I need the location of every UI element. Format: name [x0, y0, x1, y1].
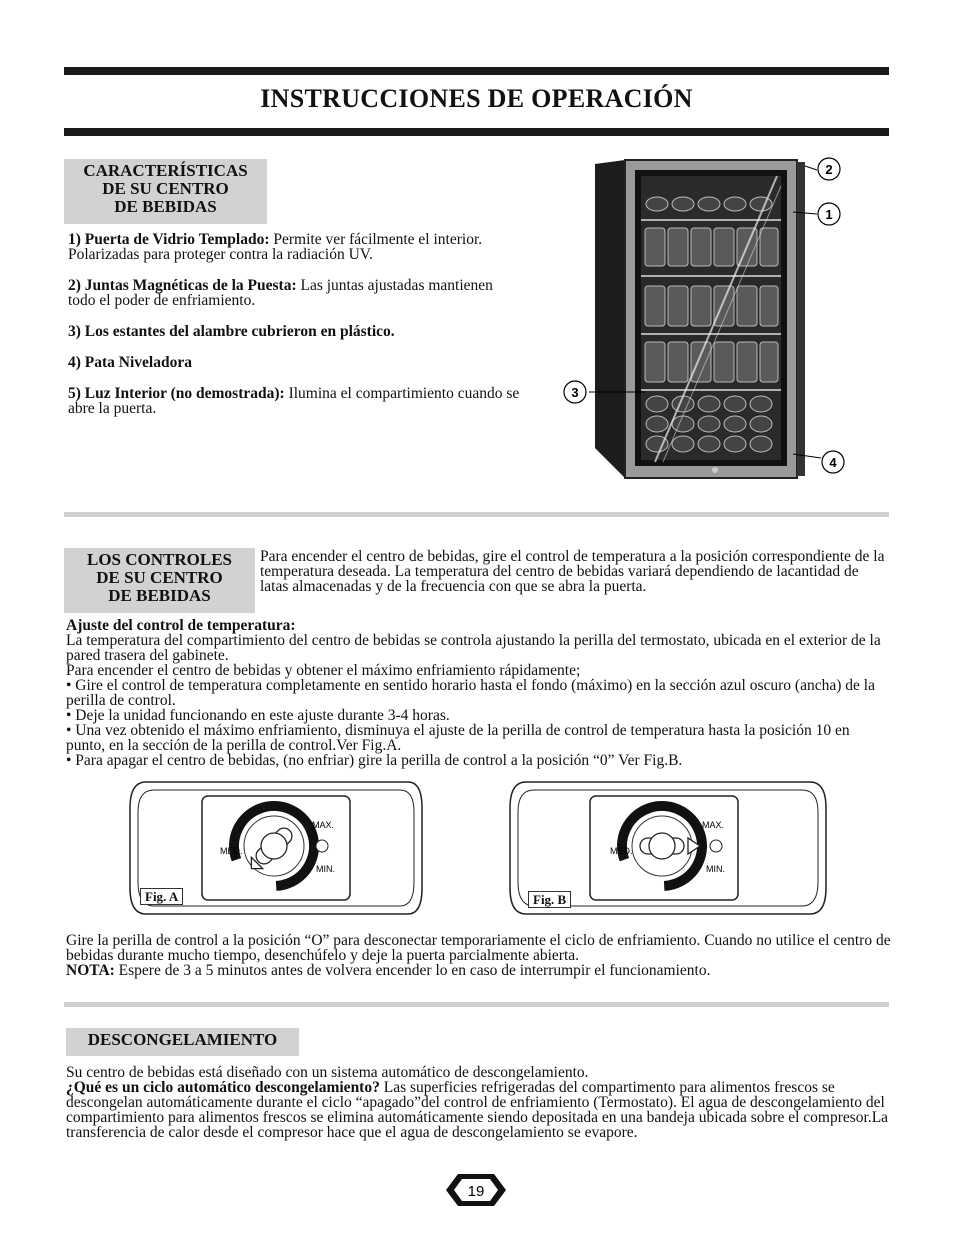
feature-item: 3) Los estantes del alambre cubrieron en plástico.	[68, 323, 395, 340]
fig-b-label: Fig. B	[528, 891, 571, 908]
features-list	[68, 231, 520, 432]
controls-heading	[64, 548, 255, 613]
controls-intro: Para encender el centro de bebidas, gire el control de temperatura a la posición correspondiente de la temperatura deseada. La temperatura del centro de bebidas variará dependiendo de lacantidad de latas almacenadas y de la frecuencia con que se abra la puerta.	[260, 548, 885, 595]
controls-after-text	[66, 933, 896, 978]
fig-b-min-label: MIN.	[706, 864, 725, 874]
section-divider	[64, 1002, 889, 1007]
callout-3: 3	[571, 385, 579, 400]
callout-2: 2	[825, 162, 833, 177]
features-heading-line: CARACTERÍSTICAS	[83, 161, 248, 180]
fig-a-min-label: MIN.	[316, 864, 335, 874]
controls-heading-line: DE SU CENTRO	[96, 568, 223, 587]
callout-4: 4	[829, 455, 837, 470]
fig-a-max-label: MAX.	[312, 820, 335, 830]
feature-item: 1) Puerta de Vidrio Templado: Permite ver fácilmente el interior. Polarizadas para proteger contra la radiación UV.	[68, 231, 483, 263]
callout-1: 1	[825, 207, 833, 222]
defrost-question: ¿Qué es un ciclo automático descongelamiento? Las superficies refrigeradas del compartimento para alimentos frescos se descongelan automáticamente durante el ciclo “apagado”del control de enfriamiento (Termostato). El agua de descongelamiento del compartimiento para alimentos frescos se elimina automáticamente siendo depositada en una bandeja ubicada sobre el compresor.La transferencia de calor desde el compresor hace que el agua de descongelamiento se evapore.	[66, 1079, 889, 1141]
features-heading-line: DE BEBIDAS	[114, 197, 217, 216]
defrost-line: Su centro de bebidas está diseñado con un sistema automático de descongelamiento.	[66, 1064, 589, 1081]
section-divider	[64, 512, 889, 517]
fig-a-label: Fig. A	[140, 888, 183, 905]
top-rule	[64, 67, 889, 75]
controls-heading-line: DE BEBIDAS	[108, 586, 211, 605]
features-heading	[64, 159, 267, 224]
controls-line: Para encender el centro de bebidas y obtener el máximo enfriamiento rápidamente;	[66, 662, 581, 679]
note-line: NOTA: Espere de 3 a 5 minutos antes de volvera encender lo en caso de interrumpir el funcionamiento.	[66, 962, 711, 979]
page-number: 19	[467, 1183, 485, 1200]
controls-subheading: Ajuste del control de temperatura:	[66, 617, 296, 634]
controls-heading-line: LOS CONTROLES	[86, 550, 232, 569]
fig-a-med-label: MED.	[220, 846, 243, 856]
feature-item: 2) Juntas Magnéticas de la Puesta: Las juntas ajustadas mantienen todo el poder de enfriamiento.	[68, 277, 493, 309]
controls-line: • Gire el control de temperatura completamente en sentido horario hasta el fondo (máximo) en la sección azul oscuro (ancha) de la perilla de control.	[66, 677, 875, 709]
features-heading-line: DE SU CENTRO	[102, 179, 229, 198]
page-number-badge	[444, 1172, 508, 1208]
fig-b-med-label: MED.	[610, 846, 633, 856]
defrost-heading: DESCONGELAMIENTO	[66, 1028, 299, 1056]
title-underline	[64, 128, 889, 136]
controls-body	[66, 618, 890, 768]
controls-line: • Deje la unidad funcionando en este ajuste durante 3-4 horas.	[66, 707, 450, 724]
feature-item: 5) Luz Interior (no demostrada): Ilumina el compartimiento cuando se abre la puerta.	[68, 385, 520, 417]
after-text-paragraph: Gire la perilla de control a la posición “O” para desconectar temporariamente el ciclo de enfriamiento. Cuando no utilice el centro de bebidas durante mucho tiempo, desenchúfelo y deje la puerta parcialmente abierta.	[66, 932, 891, 964]
feature-item: 4) Pata Niveladora	[68, 354, 192, 371]
defrost-body	[66, 1065, 892, 1140]
page-title: INSTRUCCIONES DE OPERACIÓN	[260, 84, 693, 113]
fig-b-max-label: MAX.	[702, 820, 725, 830]
controls-line: • Para apagar el centro de bebidas, (no enfriar) gire la perilla de control a la posición “0” Ver Fig.B.	[66, 752, 683, 769]
controls-line: • Una vez obtenido el máximo enfriamiento, disminuya el ajuste de la perilla de control de temperatura hasta la posición 10 en punto, en la sección de la perilla de control.Ver Fig.A.	[66, 722, 850, 754]
beverage-center-illustration	[555, 152, 855, 482]
controls-line: La temperatura del compartimiento del centro de bebidas se controla ajustando la perilla del termostato, ubicada en el exterior de la pared trasera del gabinete.	[66, 632, 881, 664]
